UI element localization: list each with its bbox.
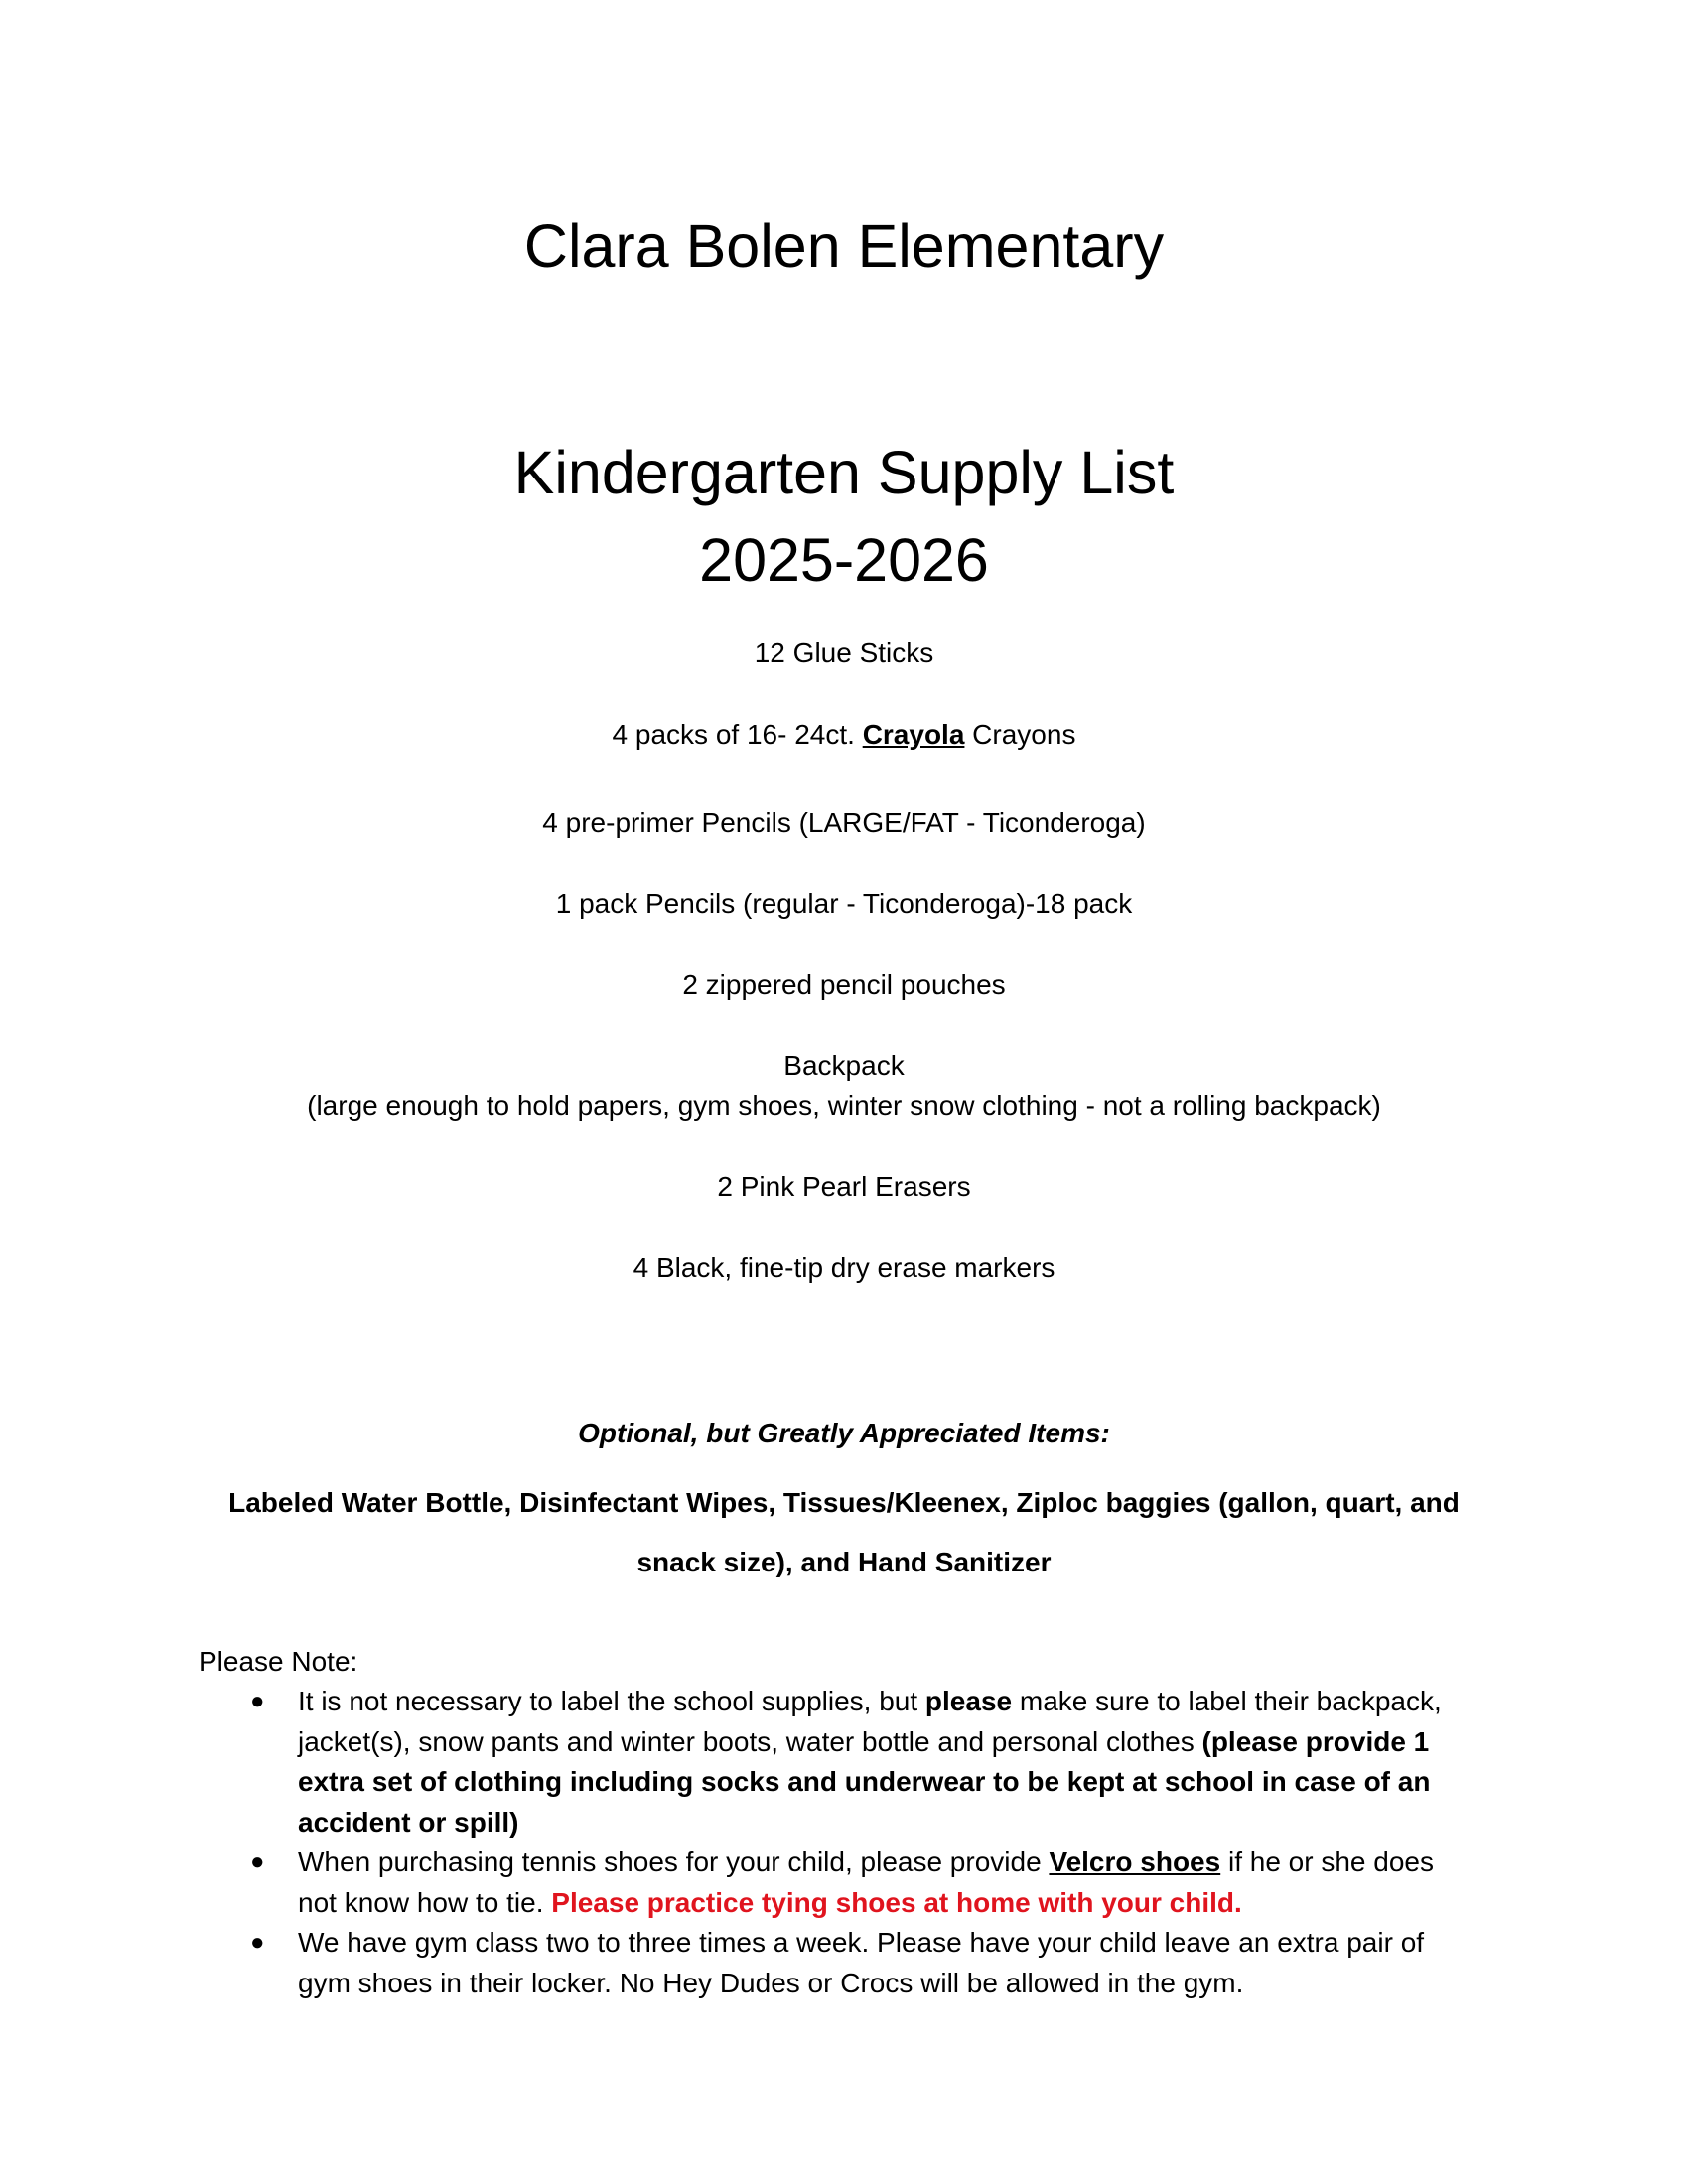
note2-velcro-shoes: Velcro shoes	[1049, 1846, 1221, 1877]
notes-list	[199, 1682, 1470, 2003]
supply-item-crayons	[0, 715, 1688, 754]
list-title-block	[0, 429, 1688, 604]
note-item-gym-class	[199, 1923, 1470, 2003]
supply-item-glue: 12 Glue Sticks	[754, 637, 934, 668]
note2-text-a: When purchasing tennis shoes for your child, please provide	[298, 1846, 1050, 1877]
backpack-note: (large enough to hold papers, gym shoes, winter snow clothing - not a rolling backpack)	[307, 1090, 1381, 1121]
supply-item-preprimer-pencils: 4 pre-primer Pencils (LARGE/FAT - Ticonderoga)	[542, 807, 1146, 838]
note1-text-a: It is not necessary to label the school supplies, but	[298, 1686, 925, 1716]
backpack-label: Backpack	[783, 1050, 905, 1081]
note2-text-b: if he or she does not know how to tie.	[298, 1846, 1435, 1918]
list-title: Kindergarten Supply List	[513, 439, 1175, 506]
note-item-velcro-shoes	[199, 1843, 1470, 1923]
crayons-suffix: Crayons	[964, 719, 1076, 750]
bullet-icon: ●	[250, 1688, 265, 1714]
optional-items-list: Labeled Water Bottle, Disinfectant Wipes, Tissues/Kleenex, Ziploc baggies (gallon, quart, and snack size), and Hand Sanitizer	[228, 1487, 1460, 1577]
note1-text-b: make sure to label their backpack, jacket(s), snow pants and winter boots, water bottle and personal clothes	[298, 1686, 1442, 1757]
supply-item-pouches: 2 zippered pencil pouches	[682, 969, 1006, 1000]
bullet-icon: ●	[250, 1848, 265, 1875]
note-item-labeling	[199, 1682, 1470, 1843]
note2-red-emphasis: Please practice tying shoes at home with your child.	[551, 1886, 1242, 1918]
note3-text: We have gym class two to three times a week. Please have your child leave an extra pair of gym shoes in their locker. No Hey Dudes or Crocs will be allowed in the gym.	[298, 1927, 1425, 1998]
crayons-brand: Crayola	[862, 719, 965, 750]
school-name: Clara Bolen Elementary	[523, 212, 1165, 280]
optional-items-heading: Optional, but Greatly Appreciated Items:	[578, 1418, 1110, 1448]
supply-item-markers: 4 Black, fine-tip dry erase markers	[633, 1252, 1055, 1283]
note1-bold-extra-clothing: (please provide 1 extra set of clothing including socks and underwear to be kept at school in case of an accident or spill)	[298, 1725, 1431, 1838]
note1-bold-please: please	[924, 1686, 1013, 1716]
notes-heading: Please Note:	[199, 1646, 358, 1677]
crayons-prefix: 4 packs of 16- 24ct.	[612, 719, 863, 750]
school-year: 2025-2026	[699, 526, 989, 594]
supply-item-erasers: 2 Pink Pearl Erasers	[717, 1171, 971, 1202]
bullet-icon: ●	[250, 1929, 265, 1956]
supply-item-backpack	[0, 1046, 1688, 1126]
supply-item-regular-pencils: 1 pack Pencils (regular - Ticonderoga)-18 pack	[555, 888, 1133, 919]
